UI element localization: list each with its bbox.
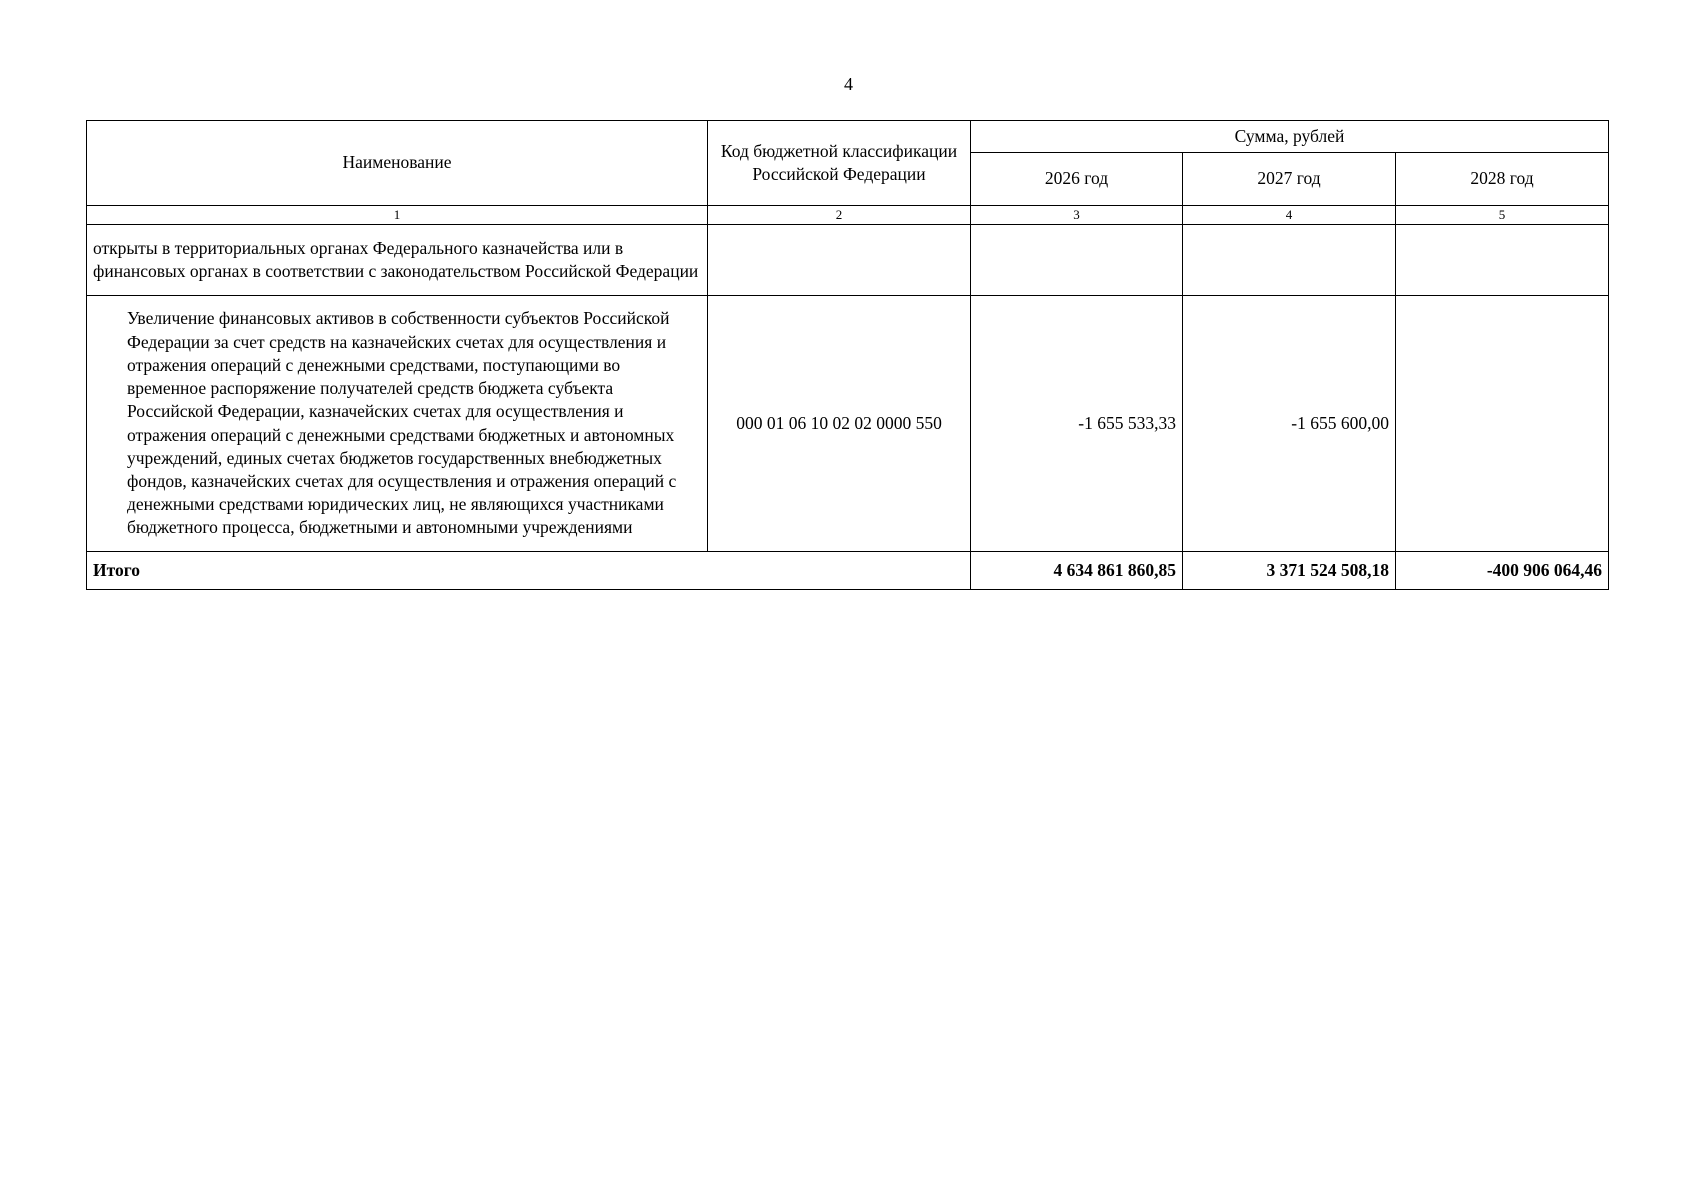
total-label: Итого — [87, 552, 971, 590]
row-value-2027 — [1183, 225, 1396, 296]
total-value-2028: -400 906 064,46 — [1396, 552, 1609, 590]
header-row-top — [87, 121, 1609, 153]
column-number: 4 — [1183, 206, 1396, 225]
row-name: открыты в территориальных органах Федерального казначейства или в финансовых органах в соответствии с законодательством Российской Федерации — [87, 225, 708, 296]
header-year-2026: 2026 год — [971, 153, 1183, 206]
row-code — [708, 225, 971, 296]
row-value-2027: -1 655 600,00 — [1183, 296, 1396, 552]
total-value-2026: 4 634 861 860,85 — [971, 552, 1183, 590]
header-name: Наименование — [87, 121, 708, 206]
header-code: Код бюджетной классификации Российской Федерации — [708, 121, 971, 206]
header-sum: Сумма, рублей — [971, 121, 1609, 153]
total-row — [87, 552, 1609, 590]
column-number: 1 — [87, 206, 708, 225]
table-row — [87, 225, 1609, 296]
total-value-2027: 3 371 524 508,18 — [1183, 552, 1396, 590]
row-value-2028 — [1396, 225, 1609, 296]
row-value-2028 — [1396, 296, 1609, 552]
row-value-2026 — [971, 225, 1183, 296]
header-year-2027: 2027 год — [1183, 153, 1396, 206]
row-name: Увеличение финансовых активов в собственности субъектов Российской Федерации за счет средств на казначейских счетах для осуществления и отражения операций с денежными средствами, поступающими во временное распоряжение получателей средств бюджета субъекта Российской Федерации, казначейских счетах для осуществления и отражения операций с денежными средствами бюджетных и автономных учреждений, единых счетах бюджетов государственных внебюджетных фондов, казначейских счетах для осуществления и отражения операций с денежными средствами юридических лиц, не являющихся участниками бюджетного процесса, бюджетными и автономными учреждениями — [87, 296, 708, 552]
row-value-2026: -1 655 533,33 — [971, 296, 1183, 552]
table-row — [87, 296, 1609, 552]
header-year-2028: 2028 год — [1396, 153, 1609, 206]
row-code: 000 01 06 10 02 02 0000 550 — [708, 296, 971, 552]
column-number: 2 — [708, 206, 971, 225]
column-number: 3 — [971, 206, 1183, 225]
page-number: 4 — [844, 74, 853, 94]
budget-table — [86, 120, 1609, 590]
column-number: 5 — [1396, 206, 1609, 225]
column-number-row — [87, 206, 1609, 225]
